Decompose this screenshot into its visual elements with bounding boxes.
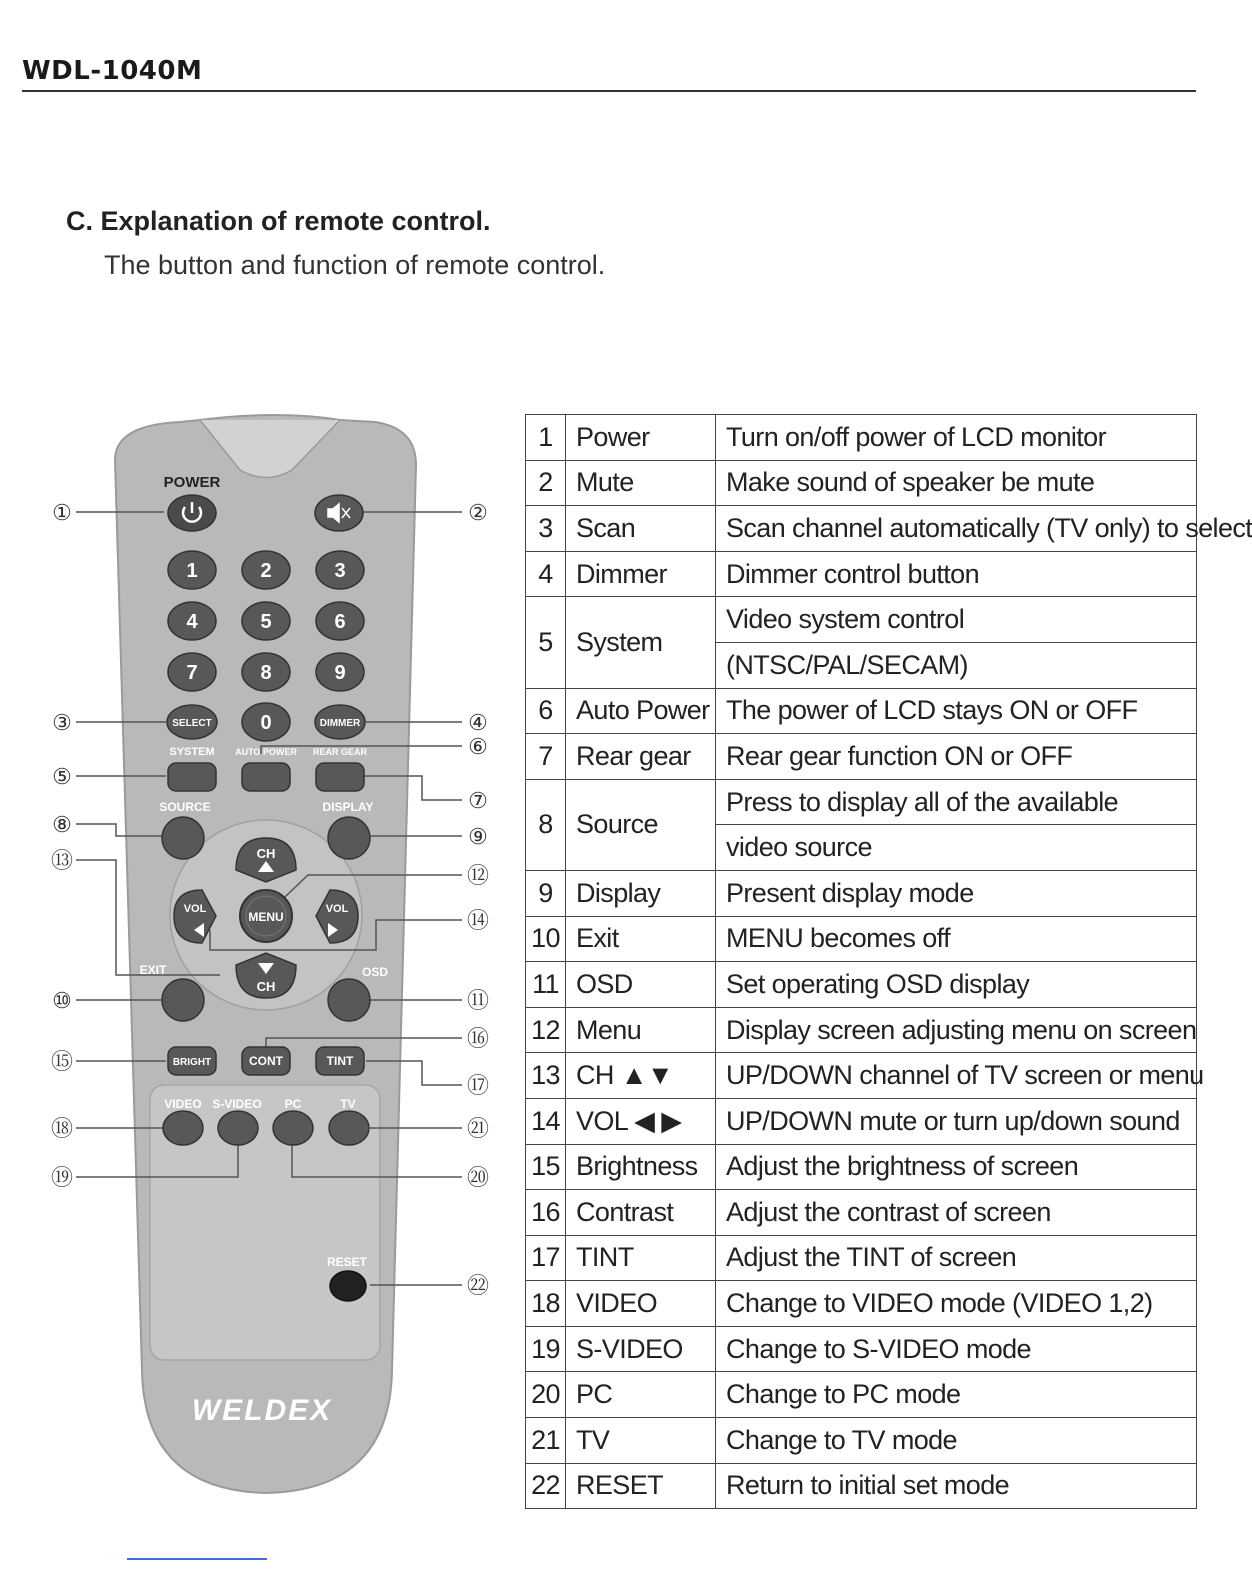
row-number: 10 (526, 916, 566, 962)
row-number: 20 (526, 1372, 566, 1418)
vol-right-label: VOL (325, 903, 349, 915)
function-description: Adjust the TINT of screen (716, 1235, 1197, 1281)
source-label: SOURCE (159, 800, 211, 814)
button-name: CH ▲▼ (566, 1053, 716, 1099)
tv-label: TV (340, 1097, 356, 1111)
button-name: Brightness (566, 1144, 716, 1190)
model-title: WDL-1040M (22, 56, 203, 86)
function-description: Press to display all of the available (716, 779, 1197, 825)
table-row (526, 551, 1197, 597)
button-name: Auto Power (566, 688, 716, 734)
row-number: 7 (526, 734, 566, 780)
row-number: 6 (526, 688, 566, 734)
callout-16: ⑯ (466, 1026, 490, 1051)
system-button[interactable] (168, 763, 216, 791)
dimmer-button[interactable] (315, 705, 365, 739)
digit-label: 9 (334, 662, 346, 684)
button-name: Dimmer (566, 551, 716, 597)
digit-label: 5 (260, 611, 272, 633)
header-rule (22, 90, 1196, 92)
button-name: Contrast (566, 1190, 716, 1236)
function-description: Video system control (716, 597, 1197, 643)
digit-button-5[interactable] (242, 602, 290, 640)
row-number: 12 (526, 1007, 566, 1053)
button-name: Power (566, 415, 716, 461)
reset-button[interactable] (330, 1271, 366, 1301)
button-name: TINT (566, 1235, 716, 1281)
button-name: Source (566, 779, 716, 870)
table-row (526, 1098, 1197, 1144)
function-description: Change to S-VIDEO mode (716, 1326, 1197, 1372)
table-row (526, 1190, 1197, 1236)
table-row (526, 962, 1197, 1008)
callout-2: ② (468, 500, 488, 525)
function-description: Present display mode (716, 870, 1197, 916)
button-name: OSD (566, 962, 716, 1008)
callout-7: ⑦ (468, 788, 488, 813)
s-video-button[interactable] (218, 1111, 258, 1145)
function-description: Set operating OSD display (716, 962, 1197, 1008)
table-row (526, 1326, 1197, 1372)
digit-label: 4 (186, 611, 198, 633)
select-label: SELECT (172, 718, 212, 729)
source-button[interactable] (162, 817, 204, 859)
table-row (526, 734, 1197, 780)
function-description: Change to TV mode (716, 1418, 1197, 1464)
exit-button[interactable] (162, 979, 204, 1021)
row-number: 3 (526, 506, 566, 552)
digit-button-8[interactable] (242, 653, 290, 691)
digit-button-2[interactable] (242, 551, 290, 589)
tv-button[interactable] (329, 1111, 369, 1145)
s-video-label: S-VIDEO (212, 1097, 262, 1111)
function-description: Make sound of speaker be mute (716, 460, 1197, 506)
pc-label: PC (284, 1097, 302, 1111)
function-description: UP/DOWN mute or turn up/down sound (716, 1098, 1197, 1144)
section-heading: C. Explanation of remote control. (66, 206, 491, 236)
row-number: 15 (526, 1144, 566, 1190)
button-name: VIDEO (566, 1281, 716, 1327)
callout-22: ㉒ (466, 1273, 490, 1298)
digit-label: 0 (260, 712, 272, 734)
row-number: 8 (526, 779, 566, 870)
row-number: 19 (526, 1326, 566, 1372)
brand-logo: WELDEX (191, 1394, 333, 1427)
select-button[interactable] (167, 705, 217, 739)
row-number: 13 (526, 1053, 566, 1099)
vol-left-label: VOL (183, 903, 207, 915)
dimmer-label: DIMMER (319, 718, 361, 729)
button-name: Exit (566, 916, 716, 962)
row-number: 4 (526, 551, 566, 597)
power-button[interactable] (168, 495, 216, 531)
callout-11: ⑪ (466, 988, 490, 1013)
menu-label: MENU (248, 910, 284, 924)
callout-19: ⑲ (50, 1165, 74, 1190)
table-row (526, 506, 1197, 552)
auto-power-button[interactable] (242, 763, 290, 791)
mute-button[interactable] (315, 495, 363, 531)
rear-gear-button[interactable] (316, 763, 364, 791)
button-name: TV (566, 1418, 716, 1464)
button-name: S-VIDEO (566, 1326, 716, 1372)
video-button[interactable] (163, 1111, 203, 1145)
digit-button-3[interactable] (316, 551, 364, 589)
function-description: Adjust the brightness of screen (716, 1144, 1197, 1190)
button-name: RESET (566, 1463, 716, 1509)
table-row (526, 1053, 1197, 1099)
table-row (526, 916, 1197, 962)
digit-label: 7 (186, 662, 198, 684)
display-label: DISPLAY (322, 800, 374, 814)
power-label: POWER (163, 474, 221, 491)
function-description: video source (716, 825, 1197, 871)
function-description: Return to initial set mode (716, 1463, 1197, 1509)
callout-17: ⑰ (466, 1073, 490, 1098)
digit-button-6[interactable] (316, 602, 364, 640)
bright-label: BRIGHT (172, 1057, 212, 1068)
row-number: 16 (526, 1190, 566, 1236)
callout-8: ⑧ (52, 812, 72, 837)
row-number: 22 (526, 1463, 566, 1509)
table-row (526, 1235, 1197, 1281)
function-table (525, 414, 1252, 1509)
footer-link-underline (127, 1558, 267, 1560)
digit-button-4[interactable] (168, 602, 216, 640)
row-number: 14 (526, 1098, 566, 1144)
digit-button-7[interactable] (168, 653, 216, 691)
table-row (526, 1007, 1197, 1053)
callout-21: ㉑ (466, 1116, 490, 1141)
table-row (526, 415, 1197, 461)
table-row (526, 779, 1197, 825)
osd-label: OSD (361, 965, 389, 979)
row-number: 1 (526, 415, 566, 461)
button-name: VOL ◀ ▶ (566, 1098, 716, 1144)
callout-4: ④ (468, 710, 488, 735)
remote-illustration (40, 410, 520, 1510)
table-row (526, 870, 1197, 916)
row-number: 21 (526, 1418, 566, 1464)
row-number: 9 (526, 870, 566, 916)
row-number: 18 (526, 1281, 566, 1327)
ch-up-label: CH (256, 846, 276, 861)
table-row (526, 1144, 1197, 1190)
button-name: System (566, 597, 716, 688)
callout-6: ⑥ (468, 734, 488, 759)
rear-gear-label: REAR GEAR (312, 747, 368, 757)
function-description: Dimmer control button (716, 551, 1197, 597)
table-row (526, 1281, 1197, 1327)
function-description: (NTSC/PAL/SECAM) (716, 642, 1197, 688)
button-name: Menu (566, 1007, 716, 1053)
button-name: Scan (566, 506, 716, 552)
digit-label: 8 (260, 662, 272, 684)
function-description: Change to PC mode (716, 1372, 1197, 1418)
function-description: Turn on/off power of LCD monitor (716, 415, 1197, 461)
callout-10: ⑩ (52, 988, 72, 1013)
table-row (526, 597, 1197, 643)
digit-label: 3 (334, 560, 346, 582)
callout-14: ⑭ (466, 908, 490, 933)
display-button[interactable] (328, 817, 370, 859)
callout-12: ⑫ (466, 863, 490, 888)
button-name: Rear gear (566, 734, 716, 780)
menu-button[interactable] (240, 890, 292, 942)
function-description: UP/DOWN channel of TV screen or menu (716, 1053, 1197, 1099)
digit-label: 1 (186, 560, 198, 582)
table-row (526, 1418, 1197, 1464)
callout-9: ⑨ (468, 824, 488, 849)
button-name: Display (566, 870, 716, 916)
row-number: 2 (526, 460, 566, 506)
function-table-body (526, 415, 1252, 1509)
exit-label: EXIT (139, 963, 167, 977)
callout-20: ⑳ (466, 1165, 490, 1190)
cont-button[interactable] (242, 1047, 290, 1075)
system-label: SYSTEM (169, 746, 215, 758)
digit-label: 6 (334, 611, 346, 633)
function-description: MENU becomes off (716, 916, 1197, 962)
section-subheading: The button and function of remote control. (104, 250, 606, 280)
bright-button[interactable] (168, 1047, 216, 1075)
function-description: Change to VIDEO mode (VIDEO 1,2) (716, 1281, 1197, 1327)
row-number: 17 (526, 1235, 566, 1281)
cont-label: CONT (249, 1054, 283, 1068)
table-row (526, 1372, 1197, 1418)
row-number: 11 (526, 962, 566, 1008)
callout-1: ① (52, 500, 72, 525)
button-name: Mute (566, 460, 716, 506)
table-row (526, 460, 1197, 506)
digit-button-1[interactable] (168, 551, 216, 589)
table-row (526, 1463, 1197, 1509)
auto-power-label: AUTO POWER (235, 747, 297, 757)
pc-button[interactable] (273, 1111, 313, 1145)
function-description: Rear gear function ON or OFF (716, 734, 1197, 780)
callout-18: ⑱ (50, 1116, 74, 1141)
function-description: Adjust the contrast of screen (716, 1190, 1197, 1236)
tint-label: TINT (326, 1054, 354, 1068)
callout-5: ⑤ (52, 764, 72, 789)
tint-button[interactable] (316, 1047, 364, 1075)
ch-down-label: CH (256, 979, 276, 994)
callout-13: ⑬ (50, 848, 74, 873)
digit-button-0[interactable] (242, 703, 290, 741)
function-description: Scan channel automatically (TV only) to select (716, 506, 1197, 552)
video-label: VIDEO (164, 1097, 202, 1111)
callout-15: ⑮ (50, 1049, 74, 1074)
button-name: PC (566, 1372, 716, 1418)
function-description: Display screen adjusting menu on screen (716, 1007, 1197, 1053)
callout-3: ③ (52, 710, 72, 735)
table-row (526, 688, 1197, 734)
reset-label: RESET (326, 1255, 368, 1269)
digit-button-9[interactable] (316, 653, 364, 691)
osd-button[interactable] (328, 979, 370, 1021)
function-description: The power of LCD stays ON or OFF (716, 688, 1197, 734)
row-number: 5 (526, 597, 566, 688)
digit-label: 2 (260, 560, 272, 582)
